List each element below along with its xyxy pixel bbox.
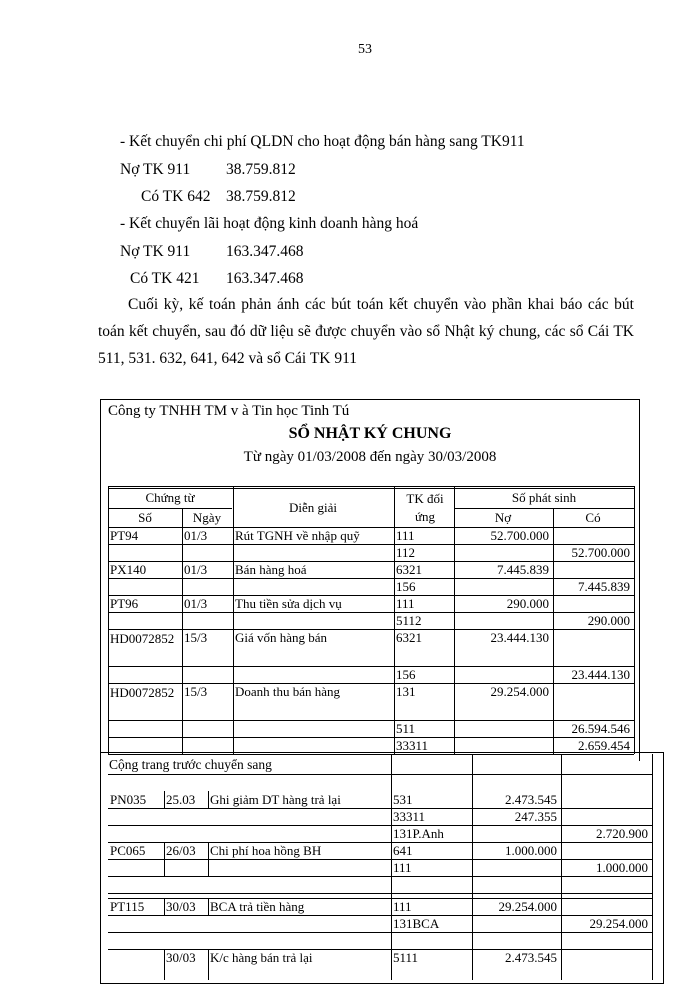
carry-account: 531: [393, 792, 413, 807]
carry-account: 131P.Anh: [393, 826, 444, 841]
cell-voucher-no: PT96: [110, 596, 139, 611]
cell-debit: 52.700.000: [490, 528, 549, 543]
carry-voucher-date: 30/03: [166, 950, 196, 965]
company-name: Công ty TNHH TM v à Tin học Tinh Tú: [108, 403, 350, 419]
cell-credit: 7.445.839: [578, 579, 630, 594]
carry-voucher-no: PT115: [110, 899, 145, 914]
grid-line: [553, 508, 554, 754]
grid-line: [108, 508, 232, 509]
header-voucher: Chứng từ: [145, 490, 195, 505]
cell-account: 156: [396, 579, 416, 594]
cell-credit: 26.594.546: [571, 721, 630, 736]
grid-line: [634, 486, 635, 754]
cell-debit: 29.254.000: [490, 684, 549, 699]
cell-credit: 23.444.130: [571, 667, 630, 682]
carry-description: K/c hàng bán trả lại: [210, 950, 313, 965]
carry-account: 131BCA: [393, 916, 440, 931]
cell-voucher-date: 01/3: [184, 562, 208, 577]
grid-line: [208, 898, 209, 915]
carry-account: 111: [393, 899, 412, 914]
cell-voucher-date: 01/3: [184, 596, 208, 611]
carry-account: 641: [393, 843, 413, 858]
carry-debit: 29.254.000: [498, 899, 557, 914]
cell-account: 511: [396, 721, 416, 736]
cell-credit: 290.000: [587, 613, 630, 628]
header-date: Ngày: [192, 510, 222, 525]
cell-debit: 23.444.130: [490, 630, 549, 645]
entry-label: Có TK 421: [130, 270, 200, 287]
entry-amount: 163.347.468: [226, 243, 304, 260]
cell-account: 131: [396, 684, 416, 699]
grid-line: [454, 508, 634, 509]
cell-account: 111: [396, 596, 415, 611]
cell-account: 112: [396, 545, 416, 560]
entry-amount: 38.759.812: [226, 188, 296, 205]
page-number: 53: [358, 42, 372, 57]
cell-credit: 2.659.454: [578, 738, 630, 753]
carry-description: Ghi giảm DT hàng trả lại: [210, 792, 341, 807]
grid-line: [108, 486, 109, 754]
grid-line: [208, 949, 209, 980]
entry-amount: 163.347.468: [226, 270, 304, 287]
grid-line: [208, 791, 209, 808]
body-paragraph: Cuối kỳ, kế toán phản ánh các bút toán kết chuyển vào phần khai báo các bút toán kết chuyển, sau đó dữ liệu sẽ được chuyển vào sổ Nhật ký chung, các sổ Cái TK 511, 531. 632, 641, 642 và sổ Cái TK 911: [98, 296, 634, 367]
cell-description: Rút TGNH về nhập quỹ: [235, 528, 360, 543]
cell-debit: 7.445.839: [497, 562, 549, 577]
grid-line: [164, 898, 165, 915]
grid-line: [108, 932, 652, 933]
header-account: TK đối ứng: [406, 491, 444, 524]
cell-description: Bán hàng hoá: [235, 562, 307, 577]
carry-voucher-date: 30/03: [166, 899, 196, 914]
cell-description: Giá vốn hàng bán: [235, 630, 328, 645]
grid-line: [472, 754, 473, 980]
grid-line: [391, 754, 392, 980]
carry-voucher-date: 25.03: [166, 792, 196, 807]
cell-voucher-no: HD0072852: [110, 685, 175, 700]
journal-period: Từ ngày 01/03/2008 đến ngày 30/03/2008: [243, 449, 497, 465]
carry-account: 111: [393, 860, 412, 875]
entry-label: Nợ TK 911: [120, 161, 191, 178]
grid-line: [164, 949, 165, 980]
grid-line: [108, 774, 652, 775]
cell-debit: 290.000: [506, 596, 549, 611]
carry-debit: 1.000.000: [505, 843, 557, 858]
carry-debit: 247.355: [514, 809, 557, 824]
carry-credit: 29.254.000: [589, 916, 648, 931]
cell-voucher-no: PT94: [110, 528, 139, 543]
carry-voucher-no: PN035: [110, 792, 147, 807]
header-credit: Có: [585, 510, 601, 525]
carry-credit: 2.720.900: [596, 826, 648, 841]
cell-voucher-no: PX140: [110, 562, 147, 577]
cell-voucher-date: 15/3: [184, 630, 208, 645]
carry-debit: 2.473.545: [505, 950, 557, 965]
grid-line: [108, 808, 652, 809]
cell-description: Doanh thu bán hàng: [235, 684, 341, 699]
journal-title: SỔ NHẬT KÝ CHUNG: [288, 425, 452, 442]
carry-description: Chi phí hoa hồng BH: [210, 843, 322, 858]
entry-heading-profit: - Kết chuyển lãi hoạt động kinh doanh hàng hoá: [120, 215, 419, 232]
entry-heading-qldn: - Kết chuyển chi phí QLDN cho hoạt động bán hàng sang TK911: [120, 133, 525, 150]
cell-description: Thu tiền sửa dịch vụ: [235, 596, 342, 611]
cell-account: 6321: [396, 562, 422, 577]
header-no: Số: [138, 510, 152, 525]
carry-label: Cộng trang trước chuyển sang: [109, 757, 272, 772]
grid-line: [208, 842, 209, 876]
cell-credit: 52.700.000: [571, 545, 630, 560]
grid-line: [454, 486, 455, 754]
cell-voucher-date: 15/3: [184, 684, 208, 699]
carry-credit: 1.000.000: [596, 860, 648, 875]
cell-account: 33311: [396, 738, 429, 753]
cell-account: 6321: [396, 630, 422, 645]
grid-line: [108, 486, 634, 487]
entry-amount: 38.759.812: [226, 161, 296, 178]
grid-line: [182, 508, 183, 754]
grid-line: [394, 486, 395, 754]
header-amount: Số phát sinh: [511, 490, 577, 505]
carry-account: 33311: [393, 809, 426, 824]
grid-line: [108, 488, 634, 489]
carry-voucher-no: PC065: [110, 843, 146, 858]
grid-line: [108, 893, 652, 894]
entry-label: Nợ TK 911: [120, 243, 191, 260]
carry-debit: 2.473.545: [505, 792, 557, 807]
grid-line: [652, 754, 653, 980]
cell-voucher-date: 01/3: [184, 528, 208, 543]
cell-account: 111: [396, 528, 415, 543]
cell-account: 5112: [396, 613, 422, 628]
header-debit: Nợ: [494, 510, 512, 525]
cell-voucher-no: HD0072852: [110, 631, 175, 646]
carry-account: 5111: [393, 950, 419, 965]
grid-line: [108, 876, 652, 877]
grid-line: [164, 791, 165, 808]
grid-line: [164, 842, 165, 876]
cell-account: 156: [396, 667, 416, 682]
grid-line: [233, 486, 234, 754]
entry-label: Có TK 642: [141, 188, 211, 205]
carry-voucher-date: 26/03: [166, 843, 196, 858]
carry-description: BCA trả tiền hàng: [210, 899, 305, 914]
grid-line: [561, 754, 562, 980]
header-description: Diễn giải: [288, 500, 337, 515]
